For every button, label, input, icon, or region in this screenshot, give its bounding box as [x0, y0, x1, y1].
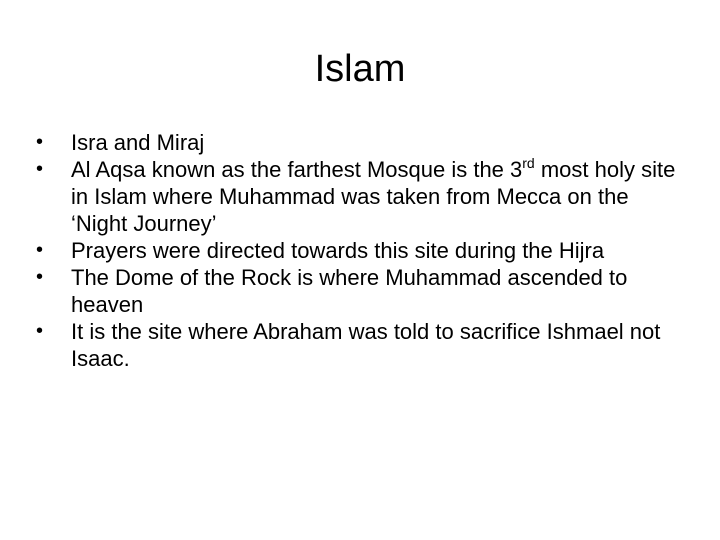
bullet-dot-icon: •	[36, 266, 44, 288]
bullet-text: Isra and Miraj	[71, 130, 205, 155]
bullet-list	[36, 129, 686, 372]
bullet-dot-icon: •	[36, 320, 44, 342]
bullet-text: The Dome of the Rock is where Muhammad ascended to heaven	[71, 265, 628, 317]
slide-title: Islam	[314, 48, 406, 90]
bullet-text: Prayers were directed towards this site during the Hijra	[71, 238, 605, 263]
bullet-item-isra-miraj	[36, 129, 686, 156]
bullet-item-abraham	[36, 318, 686, 372]
bullet-text-before: Al Aqsa known as the farthest Mosque is the 3	[71, 157, 523, 182]
bullet-item-prayers	[36, 237, 686, 264]
ordinal-superscript: rd	[522, 155, 535, 171]
bullet-dot-icon: •	[36, 131, 44, 153]
bullet-item-dome-of-the-rock	[36, 264, 686, 318]
bullet-dot-icon: •	[36, 239, 44, 261]
bullet-dot-icon: •	[36, 158, 44, 180]
bullet-text-after: most holy site in Islam where Muhammad was taken from Mecca on the ‘Night Journey’	[71, 157, 676, 236]
bullet-item-al-aqsa	[36, 156, 686, 237]
bullet-text: It is the site where Abraham was told to sacrifice Ishmael not Isaac.	[71, 319, 661, 371]
